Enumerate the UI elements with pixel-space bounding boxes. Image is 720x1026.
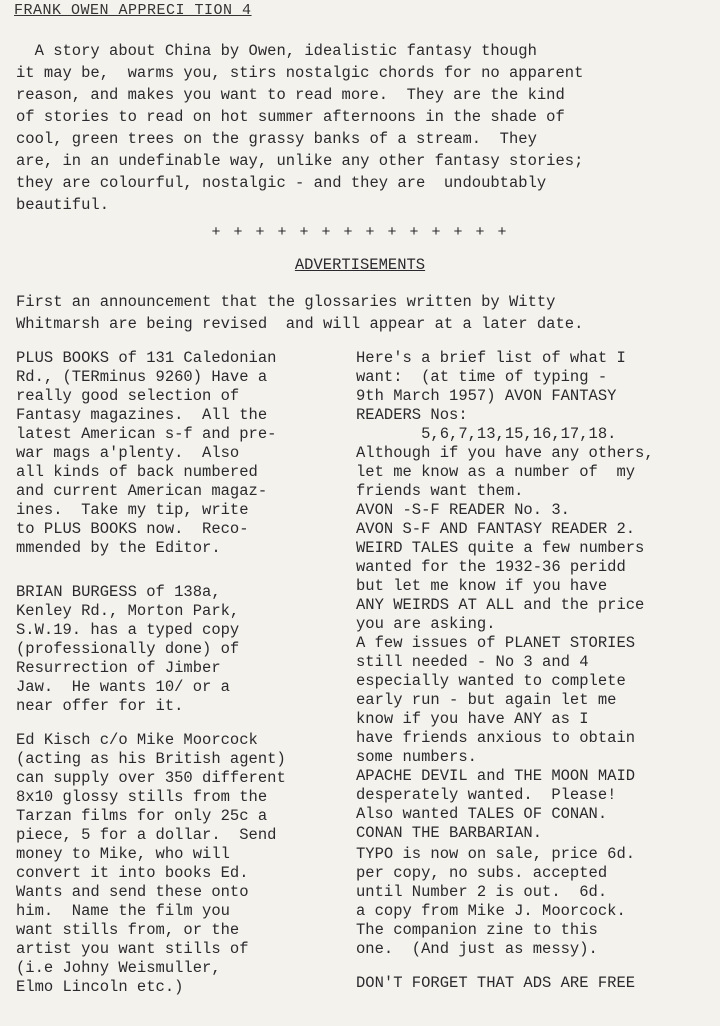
intro-paragraph: A story about China by Owen, idealistic fantasy though it may be, warms you, stirs nostalgic chords for no apparent reason, and makes you want to read more. They are the kind of stories to read on hot summer afternoons in the shade of cool, green trees on the grassy banks of a stream. They are, in an undefinable way, unlike any other fantasy stories; they are colourful, nostalgic - and they are undoubtably beautiful. (16, 42, 584, 214)
ad-typo: TYPO is now on sale, price 6d. per copy, no subs. accepted until Number 2 is out. 6d. a copy from Mike J. Moorcock. The companion zine to this one. (And just as messy). (356, 845, 636, 958)
ad-brian-burgess: BRIAN BURGESS of 138a, Kenley Rd., Morton Park, S.W.19. has a typed copy (professionally done) of Resurrection of Jimber Jaw. He wants 10/ or a near offer for it. (16, 583, 240, 715)
ad-wants-list: Here's a brief list of what I want: (at time of typing - 9th March 1957) AVON FANTASY READERS Nos: 5,6,7,13,15,16,17,18. Although if you have any others, let me know as a number of my friends want them. AVON -S-F READER No. 3. AVON S-F AND FANTASY READER 2. WEIRD TALES quite a few numbers wanted for the 1932-36 peridd but let me know if you have ANY WEIRDS AT ALL and the price you are asking. A few issues of PLANET STORIES still needed - No 3 and 4 especially wanted to complete early run - but again let me know if you have ANY as I have friends anxious to obtain some numbers. APACHE DEVIL and THE MOON MAID desperately wanted. Please! Also wanted TALES OF CONAN. CONAN THE BARBARIAN. (356, 349, 654, 842)
ad-plus-books: PLUS BOOKS of 131 Caledonian Rd., (TERminus 9260) Have a really good selection of Fantasy magazines. All the latest American s-f and pre- war mags a'plenty. Also all kinds of back numbered and current American magaz- ines. Take my tip, write to PLUS BOOKS now. Reco- mmended by the Editor. (16, 349, 277, 557)
announcement-paragraph: First an announcement that the glossaries written by Witty Whitmarsh are being revised and will appear at a later date. (16, 293, 584, 333)
advertisements-heading: ADVERTISEMENTS (294, 256, 426, 274)
ad-ed-kisch: Ed Kisch c/o Mike Moorcock (acting as his British agent) can supply over 350 different 8x10 glossy stills from the Tarzan films for only 25c a piece, 5 for a dollar. Send money to Mike, who will convert it into books Ed. Wants and send these onto him. Name the film you want stills from, or the artist you want stills of (i.e Johny Weismuller, Elmo Lincoln etc.) (16, 731, 286, 996)
page-header: FRANK OWEN APPRECI TION 4 (14, 2, 252, 19)
section-divider: + + + + + + + + + + + + + + (211, 224, 509, 241)
ads-free-footer: DON'T FORGET THAT ADS ARE FREE (356, 974, 636, 992)
